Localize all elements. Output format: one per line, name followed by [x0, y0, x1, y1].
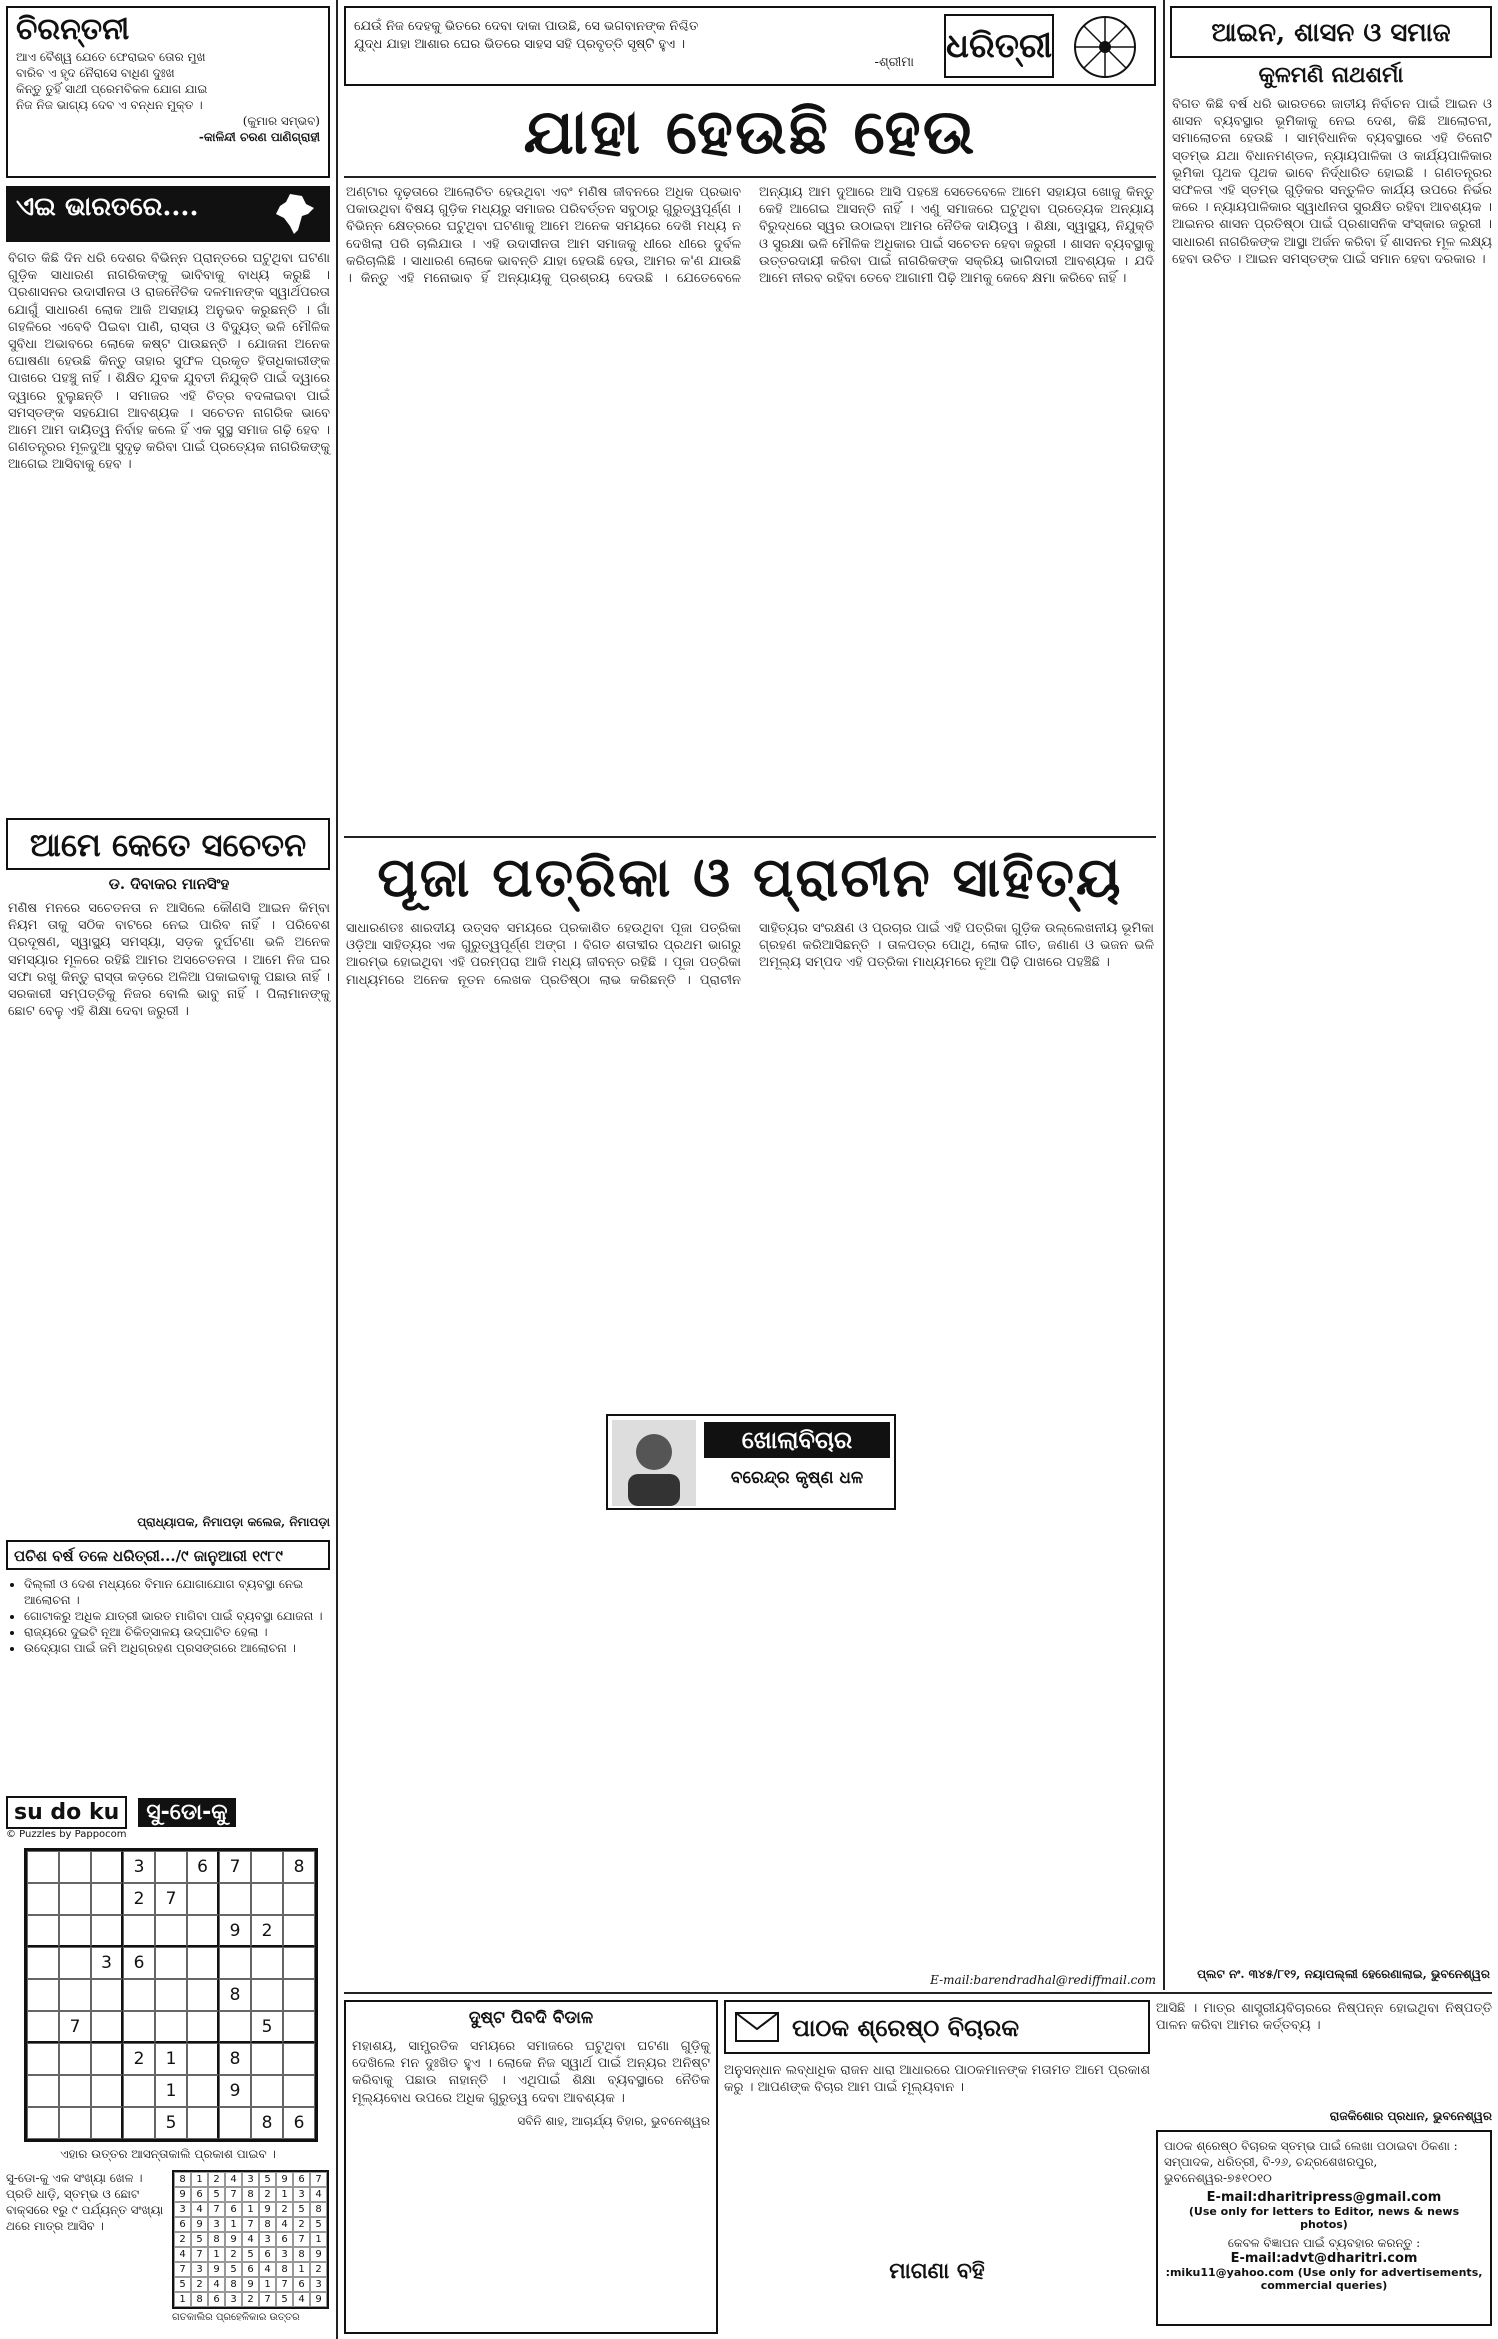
sudoku-solution-grid [172, 2170, 329, 2309]
sudoku-cell: 9 [219, 1915, 251, 1947]
sudoku-cell [91, 1883, 123, 1915]
dustha-title: ଦୁଷ୍ଟ ପିବଦି ବିଡାଳ [468, 2008, 594, 2028]
sudoku-cell [187, 1947, 219, 1979]
pachisa-item: • ଉଦ୍ୟୋଗ ପାଇଁ ଜମି ଅଧିଗ୍ରହଣ ପ୍ରସଙ୍ଗରେ ଆଲୋଚନା । [24, 1640, 330, 1656]
sudoku-cell [27, 1915, 59, 1947]
sudoku-solution-cell: 6 [191, 2187, 208, 2202]
sudoku-solution-cell: 5 [259, 2172, 276, 2187]
ain-headline: ଆଇନ, ଶାସନ ଓ ସମାଜ [1211, 18, 1451, 48]
sudoku-cell [283, 1915, 315, 1947]
pathak-side-body: ଆସିଛି । ମାତ୍ର ଶାସ୍ତ୍ରୀୟବିଚାରରେ ନିଷ୍ପନ୍ନ ହୋଇଥିବା ନିଷ୍ପତ୍ତି ପାଳନ କରିବା ଆମର କର୍ତ୍ତବ୍ୟ । [1156, 2001, 1497, 2034]
ain-body: ବିଗତ କିଛି ବର୍ଷ ଧରି ଭାରତରେ ଜାତୀୟ ନିର୍ବାଚନ ପାଇଁ ଆଇନ ଓ ଶାସନ ବ୍ୟବସ୍ଥାର ଭୂମିକାକୁ ନେଇ ଦେଶ, କିଛି ଆଲୋଚନା, ସମାଲୋଚନା ହେଉଛି । ସାମ୍ବିଧାନିକ ବ୍ୟବସ୍ଥାରେ ଏହି ତିନୋଟି ସ୍ତମ୍ଭ ଯଥା ବିଧାନମଣ୍ଡଳ, ନ୍ୟାୟପାଳିକା ଓ କାର୍ଯ୍ୟପାଳିକାର ଭୂମିକା ପୃଥକ ପୃଥକ ଭାବେ ନିର୍ଦ୍ଧାରିତ ହୋଇଛି । ଗଣତନ୍ତ୍ରର ସଫଳତା ଏହି ସ୍ତମ୍ଭ ଗୁଡ଼ିକର ସନ୍ତୁଳିତ କାର୍ଯ୍ୟ ଉପରେ ନିର୍ଭର କରେ । ନ୍ୟାୟପାଳିକାର ସ୍ୱାଧୀନତା ସୁରକ୍ଷିତ ରହିବା ଆବଶ୍ୟକ । ଆଇନର ଶାସନ ପ୍ରତିଷ୍ଠା ପାଇଁ ପ୍ରଶାସନିକ ସଂସ୍କାର ଜରୁରୀ । ସାଧାରଣ ନାଗରିକଙ୍କ ଆସ୍ଥା ଅର୍ଜନ କରିବା ହିଁ ଶାସନର ମୂଳ ଲକ୍ଷ୍ୟ ହେବା ଉଚିତ । ଆଇନ ସମସ୍ତଙ୍କ ପାଇଁ ସମାନ ହେବା ଦରକାର । [1172, 97, 1497, 267]
sudoku-cell [283, 1979, 315, 2011]
letters-rule [344, 1992, 1492, 1994]
sudoku-solution-cell: 6 [174, 2217, 191, 2232]
sudoku-answer-note: ଏହାର ଉତ୍ତର ଆସନ୍ତାକାଲି ପ୍ରକାଶ ପାଇବ । [60, 2147, 276, 2161]
sudoku-cell [283, 2075, 315, 2107]
sudoku-solution-cell: 1 [174, 2292, 191, 2307]
sudoku-cell [59, 1883, 91, 1915]
sudoku-cell: 2 [123, 1883, 155, 1915]
sudoku-label: su do ku [6, 1796, 127, 1829]
pathak-address: ପାଠକ ଶ୍ରେଷ୍ଠ ବିଚାରକ ସ୍ତମ୍ଭ ପାଇଁ ଲେଖା ପଠାଇବା ଠିକଣା : ସମ୍ପାଦକ, ଧରିତ୍ରୀ, ବି-୨୬, ଚନ୍ଦ୍ରଶେଖରପୁର, ଭୁବନେଶ୍ୱର-୭୫୧୦୧୦ [1164, 2139, 1458, 2185]
sudoku-solution-cell: 3 [191, 2262, 208, 2277]
chirantani-title: ଚିରନ୍ତନୀ [16, 12, 130, 47]
sudoku-cell [27, 2011, 59, 2043]
puja-body-continued [346, 1516, 1154, 1972]
sudoku-solution-cell: 1 [310, 2232, 327, 2247]
sudoku-label-odia: ସୁ-ଡୋ-କୁ [138, 1798, 235, 1827]
ei-bharatare-body: ବିଗତ କିଛି ଦିନ ଧରି ଦେଶର ବିଭିନ୍ନ ପ୍ରାନ୍ତରେ ଘଟୁଥିବା ଘଟଣା ଗୁଡ଼ିକ ସାଧାରଣ ନାଗରିକଙ୍କୁ ଭାବିବାକୁ ବାଧ୍ୟ କରୁଛି । ପ୍ରଶାସନର ଉଦାସୀନତା ଓ ରାଜନୈତିକ ଦଳମାନଙ୍କ ସ୍ୱାର୍ଥପରତା ଯୋଗୁଁ ସାଧାରଣ ଲୋକ ଆଜି ଅସହାୟ ଅନୁଭବ କରୁଛନ୍ତି । ଗାଁ ଗହଳିରେ ଏବେବି ପିଇବା ପାଣି, ରାସ୍ତା ଓ ବିଦ୍ୟୁତ୍ ଭଳି ମୌଳିକ ସୁବିଧା ଅଭାବରେ ଲୋକେ କଷ୍ଟ ପାଉଛନ୍ତି । ଯୋଜନା ଅନେକ ଘୋଷଣା ହେଉଛି କିନ୍ତୁ ତାହାର ସୁଫଳ ପ୍ରକୃତ ହିତାଧିକାରୀଙ୍କ ପାଖରେ ପହଞ୍ଚୁ ନାହିଁ । ଶିକ୍ଷିତ ଯୁବକ ଯୁବତୀ ନିଯୁକ୍ତି ପାଇଁ ଦ୍ୱାରେ ଦ୍ୱାରେ ବୁଲୁଛନ୍ତି । ସମାଜର ଏହି ଚିତ୍ର ବଦଳାଇବା ପାଇଁ ସମସ୍ତଙ୍କ ସହଯୋଗ ଆବଶ୍ୟକ । ସଚେତନ ନାଗରିକ ଭାବେ ଆମେ ଆମ ଦାୟିତ୍ୱ ନିର୍ବାହ କଲେ ହିଁ ଏକ ସୁସ୍ଥ ସମାଜ ଗଢ଼ି ହେବ । ଗଣତନ୍ତ୍ରର ମୂଳଦୁଆ ସୁଦୃଢ଼ କରିବା ପାଇଁ ପ୍ରତ୍ୟେକ ନାଗରିକଙ୍କୁ ଆଗେଇ ଆସିବାକୁ ହେବ । [8, 251, 335, 473]
sudoku-solution-cell: 8 [310, 2202, 327, 2217]
sudoku-solution-cell: 7 [259, 2292, 276, 2307]
sudoku-solution-cell: 7 [310, 2172, 327, 2187]
masthead [344, 6, 1156, 86]
sudoku-solution-cell: 8 [208, 2232, 225, 2247]
sudoku-solution-cell: 9 [310, 2292, 327, 2307]
sudoku-cell [155, 1851, 187, 1883]
advt-email[interactable]: E-mail:advt@dharitri.com [1230, 2251, 1418, 2266]
sudoku-puzzle [24, 1848, 318, 2142]
sudoku-solution-cell: 2 [293, 2217, 310, 2232]
sudoku-cell [91, 1915, 123, 1947]
sudoku-cell [251, 2043, 283, 2075]
sudoku-solution-cell: 5 [242, 2247, 259, 2262]
sudoku-solution-cell: 2 [191, 2277, 208, 2292]
sudoku-solution-cell: 4 [242, 2232, 259, 2247]
magana-bahi-title: ମାଗଣା ବହି [889, 2258, 985, 2284]
editor-email[interactable]: E-mail:dharitripress@gmail.com [1206, 2190, 1442, 2205]
chirantani-poem: ଆଏ ବୈଶ୍ୱ ଯେତେ ଫେରାଇବ ତୋର ମୁଖ ବାରିବ ଏ ହୃଦ ନୈରାସେ ବାଧିଣ ଦୁଃଖ କିନ୍ତୁ ତୁହିଁ ସାଥୀ ପ୍ରେମବିକଳ ଯୋଗ ଯାଇ ନିଜ ନିଜ ଭାଗ୍ୟ ଦେବ ଏ ବନ୍ଧନ ମୁକ୍ତ । [16, 50, 208, 112]
sudoku-solution-cell: 1 [242, 2202, 259, 2217]
sudoku-cell [91, 2011, 123, 2043]
pachisa-item: • ଗୋଟାକରୁ ଅଧିକ ଯାତ୍ରୀ ଭାରତ ମାଗିବା ପାଇଁ ବ୍ୟବସ୍ଥା ଯୋଜନା । [24, 1608, 330, 1624]
sudoku-cell [59, 1979, 91, 2011]
sudoku-cell [59, 1915, 91, 1947]
ain-author: କୁଳମଣି ନାଥଶର୍ମା [1258, 62, 1404, 88]
sudoku-cell: 6 [283, 2107, 315, 2139]
masthead-brand: ଧରିତ୍ରୀ [946, 26, 1053, 66]
sudoku-solution-cell: 7 [276, 2277, 293, 2292]
sudoku-cell [59, 2075, 91, 2107]
sudoku-solution-cell: 1 [225, 2217, 242, 2232]
sudoku-cell: 8 [251, 2107, 283, 2139]
pachisa-title: ପଚିଶ ବର୍ଷ ତଳେ ଧରିତ୍ରୀ.../୯ ଜାନୁଆରୀ ୧୯୮୯ [14, 1547, 283, 1565]
sudoku-cell: 9 [219, 2075, 251, 2107]
sudoku-solution-cell: 7 [174, 2262, 191, 2277]
sudoku-cell [187, 2107, 219, 2139]
dustha-box [344, 2000, 718, 2334]
ame-kete-footer: ପ୍ରାଧ୍ୟାପକ, ନିମାପଡ଼ା କଲେଜ, ନିମାପଡ଼ା [137, 1515, 330, 1529]
sudoku-cell [123, 2011, 155, 2043]
sudoku-solution-cell: 3 [225, 2292, 242, 2307]
masthead-quote-author: -ଶ୍ରୀମା [874, 55, 914, 70]
sudoku-solution-cell: 3 [310, 2277, 327, 2292]
sudoku-solution [172, 2170, 329, 2309]
editorial-headline: ଯାହା ହେଉଛି ହେଉ [523, 95, 977, 168]
sudoku-solution-cell: 2 [174, 2232, 191, 2247]
sudoku-cell: 7 [219, 1851, 251, 1883]
sudoku-solution-cell: 3 [208, 2217, 225, 2232]
sudoku-solution-cell: 2 [259, 2187, 276, 2202]
sudoku-solution-cell: 7 [225, 2187, 242, 2202]
sudoku-cell: 8 [219, 2043, 251, 2075]
sudoku-cell [251, 1947, 283, 1979]
sudoku-cell [219, 1883, 251, 1915]
sudoku-cell [187, 1979, 219, 2011]
sudoku-cell: 6 [123, 1947, 155, 1979]
sudoku-cell [59, 1947, 91, 1979]
sudoku-cell: 3 [123, 1851, 155, 1883]
sudoku-cell [155, 1947, 187, 1979]
chirantani-box [6, 6, 330, 178]
sudoku-solution-cell: 3 [242, 2172, 259, 2187]
puja-body: ସାଧାରଣତଃ ଶାରଦୀୟ ଉତ୍ସବ ସମୟରେ ପ୍ରକାଶିତ ହେଉଥିବା ପୂଜା ପତ୍ରିକା ଓଡ଼ିଆ ସାହିତ୍ୟର ଏକ ଗୁରୁତ୍ୱପୂର୍ଣ୍ଣ ଅଙ୍ଗ । ବିଗତ ଶତାବ୍ଦୀର ପ୍ରଥମ ଭାଗରୁ ଆରମ୍ଭ ହୋଇଥିବା ଏହି ପରମ୍ପରା ଆଜି ମଧ୍ୟ ଜୀବନ୍ତ ରହିଛି । ପୂଜା ପତ୍ରିକା ମାଧ୍ୟମରେ ଅନେକ ନୂତନ ଲେଖକ ପ୍ରତିଷ୍ଠା ଲାଭ କରିଛନ୍ତି । ପ୍ରାଚୀନ ସାହିତ୍ୟର ସଂରକ୍ଷଣ ଓ ପ୍ରଚାର ପାଇଁ ଏହି ପତ୍ରିକା ଗୁଡ଼ିକ ଉଲ୍ଲେଖନୀୟ ଭୂମିକା ଗ୍ରହଣ କରିଆସିଛନ୍ତି । ତାଳପତ୍ର ପୋଥି, ଲୋକ ଗୀତ, ଜଣାଣ ଓ ଭଜନ ଭଳି ଅମୂଲ୍ୟ ସମ୍ପଦ ଏହି ପତ୍ରିକା ମାଧ୍ୟମରେ ନୂଆ ପିଢ଼ି ପାଖରେ ପହଞ୍ଚିଛି । [346, 921, 1159, 988]
sudoku-cell: 2 [251, 1915, 283, 1947]
khola-bichara-author: ବରେନ୍ଦ୍ର କୃଷ୍ଣ ଧଳ [730, 1468, 864, 1488]
sudoku-cell: 7 [59, 2011, 91, 2043]
sudoku-solution-cell: 8 [259, 2217, 276, 2232]
masthead-quote-line: ଯୁଦ୍ଧ ଯାହା ଆଶାର ଘେର ଭିତରେ ସାହସ ସହି ପ୍ରବୃତ୍ତି ସୃଷ୍ଟି ହୁଏ । [354, 37, 686, 52]
sudoku-cell [219, 1947, 251, 1979]
pathak-body: ଅନୁସନ୍ଧାନ ଲବ୍ଧାଧିକ ରାଜନ ଧାରା ଆଧାରରେ ପାଠକମାନଙ୍କ ମତାମତ ଆମେ ପ୍ରକାଶ କରୁ । ଆପଣଙ୍କ ବିଚାର ଆମ ପାଇଁ ମୂଲ୍ୟବାନ । [724, 2063, 1155, 2096]
sudoku-solution-cell: 6 [208, 2292, 225, 2307]
sudoku-cell [91, 2075, 123, 2107]
sudoku-cell [123, 1915, 155, 1947]
sudoku-solution-cell: 6 [225, 2202, 242, 2217]
sudoku-solution-cell: 3 [174, 2202, 191, 2217]
chirantani-source: (କୁମାର ସମ୍ଭବ) [242, 114, 320, 128]
sudoku-cell [283, 2043, 315, 2075]
ei-bharatare-banner [6, 186, 330, 242]
sudoku-solution-cell: 2 [276, 2202, 293, 2217]
sudoku-cell [155, 2011, 187, 2043]
ame-kete-body: ମଣିଷ ମନରେ ସଚେତନତା ନ ଆସିଲେ କୌଣସି ଆଇନ କିମ୍ବା ନିୟମ ତାକୁ ସଠିକ ବାଟରେ ନେଇ ପାରିବ ନାହିଁ । ପରିବେଶ ପ୍ରଦୂଷଣ, ସ୍ୱାସ୍ଥ୍ୟ ସମସ୍ୟା, ସଡ଼କ ଦୁର୍ଘଟଣା ଭଳି ଅନେକ ସମସ୍ୟାର ମୂଳରେ ରହିଛି ଆମର ଅସଚେତନତା । ଆମେ ନିଜ ଘର ସଫା ରଖୁ କିନ୍ତୁ ରାସ୍ତା କଡ଼ରେ ଅଳିଆ ପକାଇବାକୁ ପଛାଉ ନାହିଁ । ସରକାରୀ ସମ୍ପତ୍ତିକୁ ନିଜର ବୋଲି ଭାବୁ ନାହିଁ । ପିଲାମାନଙ୍କୁ ଛୋଟ ବେଳୁ ଏହି ଶିକ୍ଷା ଦେବା ଜରୁରୀ । [8, 901, 335, 1020]
sudoku-cell [155, 1915, 187, 1947]
sudoku-solution-cell: 6 [293, 2277, 310, 2292]
sudoku-cell [187, 2011, 219, 2043]
sudoku-cell [27, 2075, 59, 2107]
sudoku-cell [283, 2011, 315, 2043]
sudoku-cell [251, 1883, 283, 1915]
sudoku-solution-cell: 6 [242, 2262, 259, 2277]
sudoku-header [6, 1796, 330, 1842]
sudoku-cell [283, 1883, 315, 1915]
khola-bichara-box [606, 1414, 896, 1510]
sudoku-solution-cell: 1 [191, 2172, 208, 2187]
sudoku-cell: 8 [283, 1851, 315, 1883]
sudoku-rules: ସୁ-ଡୋ-କୁ ଏକ ସଂଖ୍ୟା ଖେଳ । ପ୍ରତି ଧାଡ଼ି, ସ୍ତମ୍ଭ ଓ ଛୋଟ ବାକ୍ସରେ ୧ରୁ ୯ ପର୍ଯ୍ୟନ୍ତ ସଂଖ୍ୟା ଥରେ ମାତ୍ର ଆସିବ । [6, 2171, 164, 2233]
india-map-icon [272, 192, 318, 236]
sudoku-cell: 1 [155, 2075, 187, 2107]
sudoku-solution-cell: 5 [174, 2277, 191, 2292]
sudoku-solution-cell: 5 [191, 2232, 208, 2247]
sudoku-solution-cell: 3 [259, 2232, 276, 2247]
sudoku-cell [187, 2043, 219, 2075]
sudoku-solution-cell: 1 [259, 2277, 276, 2292]
pathak-title: ପାଠକ ଶ୍ରେଷ୍ଠ ବିଚାରକ [792, 2012, 1020, 2042]
sudoku-solution-cell: 6 [276, 2232, 293, 2247]
sudoku-solution-cell: 9 [310, 2247, 327, 2262]
sudoku-solution-cell: 8 [191, 2292, 208, 2307]
ad-label: କେବଳ ବିଜ୍ଞାପନ ପାଇଁ ବ୍ୟବହାର କରନ୍ତୁ : [1227, 2236, 1421, 2250]
dustha-author: ସବିନି ଶାହ, ଆଚାର୍ଯ୍ୟ ବିହାର, ଭୁବନେଶ୍ୱର [517, 2113, 710, 2128]
sudoku-solution-cell: 8 [293, 2247, 310, 2262]
sudoku-solution-cell: 8 [225, 2277, 242, 2292]
wheel-emblem-icon [1072, 14, 1138, 80]
pathak-section [724, 2000, 1155, 2334]
sudoku-cell [251, 1851, 283, 1883]
sudoku-cell: 2 [123, 2043, 155, 2075]
editor-email-note: (Use only for letters to Editor, news & news photos) [1188, 2205, 1460, 2231]
sudoku-solution-cell: 5 [208, 2187, 225, 2202]
sudoku-solution-cell: 2 [242, 2292, 259, 2307]
sudoku-cell [27, 1883, 59, 1915]
pathak-contact-box [1156, 2130, 1492, 2326]
sudoku-solution-cell: 1 [208, 2247, 225, 2262]
sudoku-solution-cell: 4 [310, 2187, 327, 2202]
pachisa-title-box [6, 1540, 330, 1570]
sudoku-solution-cell: 6 [259, 2247, 276, 2262]
ame-kete-author: ଡ. ଦିବାକର ମାନସିଂହ [108, 875, 230, 893]
sudoku-cell [27, 1947, 59, 1979]
ain-headline-box [1170, 6, 1492, 58]
sudoku-solution-cell: 2 [310, 2262, 327, 2277]
sudoku-cell [59, 2107, 91, 2139]
sudoku-solution-cell: 4 [208, 2277, 225, 2292]
sudoku-credit: © Puzzles by Pappocom [6, 1829, 127, 1840]
pachisa-list [6, 1576, 330, 1786]
column-rule-right [1163, 0, 1165, 1990]
sudoku-solution-cell: 1 [276, 2187, 293, 2202]
sudoku-cell [123, 1979, 155, 2011]
sudoku-solution-cell: 8 [242, 2187, 259, 2202]
ei-bharatare-title: ଏଇ ଭାରତରେ.... [16, 192, 199, 222]
sudoku-cell: 5 [155, 2107, 187, 2139]
pachisa-item: • ରାଜ୍ୟରେ ଦୁଇଟି ନୂଆ ଚିକିତ୍ସାଳୟ ଉଦ୍‌ଘାଟିତ ହେଲା । [24, 1624, 330, 1640]
sudoku-cell [251, 2075, 283, 2107]
chirantani-author: -କାଳିନ୍ଦୀ ଚରଣ ପାଣିଗ୍ରାହୀ [198, 130, 320, 144]
sudoku-solution-cell: 5 [293, 2202, 310, 2217]
sudoku-solution-cell: 3 [293, 2187, 310, 2202]
sudoku-cell [27, 1851, 59, 1883]
sudoku-cell: 8 [219, 1979, 251, 2011]
sudoku-solution-cell: 2 [225, 2247, 242, 2262]
ame-kete-title-box [6, 818, 330, 870]
sudoku-cell [27, 1979, 59, 2011]
sudoku-cell [219, 2011, 251, 2043]
sudoku-solution-cell: 9 [276, 2172, 293, 2187]
pathak-contact-section [1156, 2000, 1497, 2334]
puja-rule-top [344, 836, 1156, 838]
sudoku-cell [91, 1979, 123, 2011]
sudoku-cell [59, 1851, 91, 1883]
sudoku-cell [91, 2107, 123, 2139]
puja-email: E-mail:barendradhal@rediffmail.com [930, 1973, 1156, 1987]
sudoku-solution-cell: 6 [293, 2172, 310, 2187]
envelope-icon [734, 2011, 780, 2043]
sudoku-solution-cell: 7 [191, 2247, 208, 2262]
sudoku-cell [187, 1883, 219, 1915]
dustha-body: ମହାଶୟ, ସାମ୍ପ୍ରତିକ ସମୟରେ ସମାଜରେ ଘଟୁଥିବା ଘଟଣା ଗୁଡ଼ିକୁ ଦେଖିଲେ ମନ ଦୁଃଖିତ ହୁଏ । ଲୋକେ ନିଜ ସ୍ୱାର୍ଥ ପାଇଁ ଅନ୍ୟର ଅନିଷ୍ଟ କରିବାକୁ ପଛାଉ ନାହାନ୍ତି । ଏଥିପାଇଁ ଶିକ୍ଷା ବ୍ୟବସ୍ଥାରେ ନୈତିକ ମୂଲ୍ୟବୋଧ ଉପରେ ଅଧିକ ଗୁରୁତ୍ୱ ଦେବା ଆବଶ୍ୟକ । [352, 2039, 715, 2106]
sudoku-cell [123, 2107, 155, 2139]
sudoku-prev-label: ଗତକାଲିର ପ୍ରହେଳିକାର ଉତ୍ତର [172, 2312, 300, 2323]
sudoku-cell [27, 2043, 59, 2075]
sudoku-cell [59, 2043, 91, 2075]
sudoku-cell [187, 1915, 219, 1947]
sudoku-solution-cell: 8 [276, 2262, 293, 2277]
ain-footer: ପ୍ଲଟ ନଂ. ୩୪୫/୮୧୨, ନୟାପଲ୍ଲୀ ହେରେଣାଲାଇ, ଭୁବନେଶ୍ୱର [1197, 1967, 1490, 1981]
sudoku-cell [283, 1947, 315, 1979]
sudoku-cell [123, 2075, 155, 2107]
pathak-side-author: ରାଜକିଶୋର ପ୍ରଧାନ, ଭୁବନେଶ୍ୱର [1329, 2109, 1492, 2123]
sudoku-solution-cell: 9 [191, 2217, 208, 2232]
sudoku-cell [91, 2043, 123, 2075]
sudoku-cell [91, 1851, 123, 1883]
advt-email-alt[interactable]: :miku11@yahoo.com (Use only for advertisements, commercial queries) [1165, 2266, 1483, 2292]
sudoku-solution-cell: 7 [293, 2232, 310, 2247]
ame-kete-title: ଆମେ କେତେ ସଚେତନ [29, 826, 307, 864]
sudoku-solution-cell: 7 [208, 2202, 225, 2217]
sudoku-cell [219, 2107, 251, 2139]
sudoku-solution-cell: 9 [225, 2232, 242, 2247]
sudoku-solution-cell: 5 [276, 2292, 293, 2307]
editorial-rule [344, 176, 1156, 178]
sudoku-solution-cell: 3 [276, 2247, 293, 2262]
sudoku-solution-cell: 2 [208, 2172, 225, 2187]
sudoku-solution-cell: 9 [242, 2277, 259, 2292]
masthead-quote-line: ଯେଉଁ ନିଜ ଦେହକୁ ଭିତରେ ଦେବା ଦାକା ପାଉଛି, ସେ ଭଗବାନଙ୍କ ନିଶ୍ଚିତ [354, 19, 699, 34]
sudoku-cell [187, 2075, 219, 2107]
sudoku-solution-cell: 9 [208, 2262, 225, 2277]
sudoku-solution-cell: 4 [174, 2247, 191, 2262]
sudoku-cell [155, 1979, 187, 2011]
sudoku-solution-cell: 4 [276, 2217, 293, 2232]
sudoku-solution-cell: 9 [259, 2202, 276, 2217]
sudoku-solution-cell: 4 [225, 2172, 242, 2187]
sudoku-grid [24, 1848, 318, 2142]
sudoku-cell: 5 [251, 2011, 283, 2043]
author-photo [612, 1420, 696, 1506]
masthead-logo [944, 14, 1054, 78]
sudoku-cell: 3 [91, 1947, 123, 1979]
editorial-body: ଅଣ୍ଟାର ଦୃଢ଼ତାରେ ଆଲୋଚିତ ହେଉଥିବା ଏବଂ ମଣିଷ ଜୀବନରେ ଅଧିକ ପ୍ରଭାବ ପକାଉଥିବା ବିଷୟ ଗୁଡ଼ିକ ମଧ୍ୟରୁ ସମାଜର ପରିବର୍ତ୍ତନ ସବୁଠାରୁ ଗୁରୁତ୍ୱପୂର୍ଣ୍ଣ । ବିଭିନ୍ନ କ୍ଷେତ୍ରରେ ଘଟୁଥିବା ଘଟଣାକୁ ଆମେ ଅନେକ ସମୟରେ ଦେଖି ମଧ୍ୟ ନ ଦେଖିଲା ପରି ଚାଲିଯାଉ । ଏହି ଉଦାସୀନତା ଆମ ସମାଜକୁ ଧୀରେ ଧୀରେ ଦୁର୍ବଳ କରିଚାଲିଛି । ସାଧାରଣ ଲୋକେ ଭାବନ୍ତି ଯାହା ହେଉଛି ହେଉ, ଆମର କ'ଣ ଯାଉଛି । କିନ୍ତୁ ଏହି ମନୋଭାବ ହିଁ ଅନ୍ୟାୟକୁ ପ୍ରଶ୍ରୟ ଦେଉଛି । ଯେତେବେଳେ ଅନ୍ୟାୟ ଆମ ଦୁଆରେ ଆସି ପହଞ୍ଚେ ସେତେବେଳେ ଆମେ ସହାୟତା ଖୋଜୁ କିନ୍ତୁ କେହି ଆଗେଇ ଆସନ୍ତି ନାହିଁ । ଏଣୁ ସମାଜରେ ଘଟୁଥିବା ପ୍ରତ୍ୟେକ ଅନ୍ୟାୟ ବିରୁଦ୍ଧରେ ସ୍ୱର ଉଠାଇବା ଆମର ନୈତିକ ଦାୟିତ୍ୱ । ଶିକ୍ଷା, ସ୍ୱାସ୍ଥ୍ୟ, ନିଯୁକ୍ତି ଓ ସୁରକ୍ଷା ଭଳି ମୌଳିକ ଅଧିକାର ପାଇଁ ସଚେତନ ହେବା ଜରୁରୀ । ଶାସନ ବ୍ୟବସ୍ଥାକୁ ଉତ୍ତରଦାୟୀ କରିବା ପାଇଁ ନାଗରିକଙ୍କ ସକ୍ରିୟ ଭାଗିଦାରୀ ଆବଶ୍ୟକ । ଯଦି ଆମେ ନୀରବ ରହିବା ତେବେ ଆଗାମୀ ପିଢ଼ି ଆମକୁ କେବେ କ୍ଷମା କରିବେ ନାହିଁ । [346, 185, 1159, 287]
sudoku-solution-cell: 8 [174, 2172, 191, 2187]
pathak-title-box [724, 2000, 1150, 2054]
sudoku-cell [27, 2107, 59, 2139]
masthead-quote [354, 18, 914, 72]
sudoku-solution-cell: 7 [242, 2217, 259, 2232]
sudoku-solution-cell: 4 [293, 2292, 310, 2307]
column-rule-left [336, 0, 338, 2339]
sudoku-solution-cell: 5 [225, 2262, 242, 2277]
sudoku-cell: 7 [155, 1883, 187, 1915]
sudoku-solution-cell: 9 [174, 2187, 191, 2202]
sudoku-solution-cell: 5 [310, 2217, 327, 2232]
sudoku-cell: 6 [187, 1851, 219, 1883]
sudoku-solution-cell: 1 [293, 2262, 310, 2277]
sudoku-solution-cell: 4 [259, 2262, 276, 2277]
sudoku-cell: 1 [155, 2043, 187, 2075]
pachisa-item: • ଦିଲ୍ଲୀ ଓ ଦେଶ ମଧ୍ୟରେ ବିମାନ ଯୋଗାଯୋଗ ବ୍ୟବସ୍ଥା ନେଇ ଆଲୋଚନା । [24, 1576, 330, 1608]
sudoku-cell [251, 1979, 283, 2011]
puja-headline: ପୂଜା ପତ୍ରିକା ଓ ପ୍ରାଚୀନ ସାହିତ୍ୟ [377, 846, 1123, 909]
sudoku-solution-cell: 4 [191, 2202, 208, 2217]
khola-bichara-title: ଖୋଲାବିଚାର [704, 1422, 890, 1458]
